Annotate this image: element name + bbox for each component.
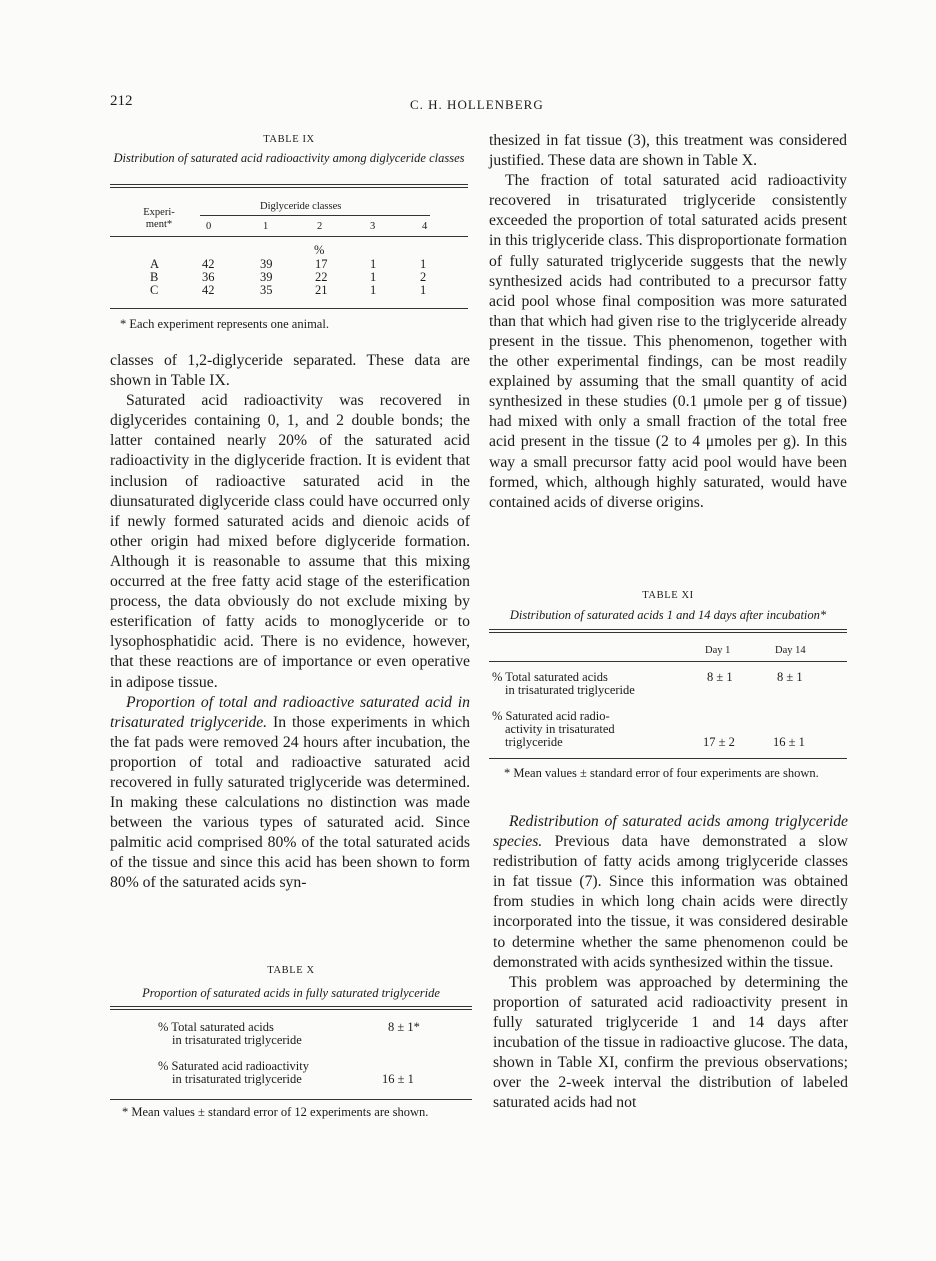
table-10-title: Proportion of saturated acids in fully saturated triglyceride <box>142 986 440 1000</box>
table-9-row-c-exp: C <box>150 283 159 297</box>
table-9-row-a-exp: A <box>150 257 160 271</box>
section-heading: Redistribution of saturated acids among triglyceride species. <box>493 813 848 851</box>
table-10-footnote: * Mean values ± standard error of 12 experiments are shown. <box>122 1105 429 1119</box>
table-11-row-2-day14: 16 ± 1 <box>773 735 805 749</box>
table-9-col-4: 4 <box>422 221 428 232</box>
table-10 <box>110 962 472 1142</box>
paragraph: classes of 1,2-diglyceride separated. These data are shown in Table IX. <box>110 352 470 390</box>
table-9-footnote: * Each experiment represents one animal. <box>120 317 329 331</box>
table-9-top-rule <box>110 184 468 188</box>
right-column-text-top <box>489 131 847 513</box>
table-11-row-1-day14: 8 ± 1 <box>777 670 803 684</box>
table-9-group-rule <box>200 215 430 216</box>
paragraph-body: In those experiments in which the fat pads were removed 24 hours after incubation, the proportion of total and radioactive saturated acid recovered in fully saturated triglyceride was determined. In making these calculations no distinction was made between the various types of saturated acid. Since palmitic acid comprised 80% of the total saturated acids of the tissue and since this acid has been shown to form 80% of the saturated acids syn- <box>110 713 470 892</box>
table-11-row-1-line: % Total saturated acids <box>492 670 608 684</box>
table-11-row-1-line: in trisaturated triglyceride <box>505 683 635 697</box>
table-9-cell: 1 <box>370 283 377 297</box>
table-9-unit: % <box>314 243 325 257</box>
table-9-cell: 35 <box>260 283 273 297</box>
table-11-top-rule <box>489 629 847 633</box>
table-10-bottom-rule <box>110 1099 472 1100</box>
table-11 <box>489 586 847 801</box>
paragraph <box>110 693 470 894</box>
table-9-label: TABLE IX <box>263 134 315 145</box>
table-9-col-3: 3 <box>370 221 376 232</box>
table-9-cell: 39 <box>260 257 273 271</box>
paragraph <box>493 812 848 973</box>
table-9-cell: 2 <box>420 270 427 284</box>
table-10-row-1-line-1: % Total saturated acids <box>158 1020 274 1034</box>
table-11-label: TABLE XI <box>642 590 694 601</box>
table-11-col-day1: Day 1 <box>705 645 731 656</box>
table-11-title: Distribution of saturated acids 1 and 14 days after incubation* <box>509 608 827 622</box>
table-11-col-day14: Day 14 <box>775 645 806 656</box>
paragraph: The fraction of total saturated acid radioactivity recovered in trisaturated triglyceride consistently exceeded the proportion of total saturated acids present in this triglyceride class. This disproportionate formation of fully saturated triglyceride suggests that the newly synthesized acids had contributed to a precursor fatty acid pool whose final composition was more saturated than that which had given rise to the triglyceride already present in the tissue. This phenomenon, together with the other experimental findings, can be most readily explained by assuming that the small quantity of acid synthesized in these studies (0.1 μmole per g of tissue) had mixed with only a small fraction of the total free acid present in the tissue (2 to 4 μmoles per g). In this way a small precursor fatty acid pool would have been formed, which, although highly saturated, would have contained acids of diverse origins. <box>489 172 847 511</box>
table-9-cell: 17 <box>315 257 328 271</box>
table-11-row-1-day1: 8 ± 1 <box>707 670 733 684</box>
table-11-row-2-line: activity in trisaturated <box>505 722 615 736</box>
running-head: C. H. HOLLENBERG <box>410 97 544 112</box>
table-9-header-rule <box>110 236 468 237</box>
paragraph: Saturated acid radioactivity was recovered in diglycerides containing 0, 1, and 2 double bonds; the latter contained nearly 20% of the saturated acid radioactivity in the diglyceride fraction. It is evident that inclusion of radioactive saturated acid in the diunsaturated diglyceride class could have occurred only if newly formed saturated acids and dienoic acids of other origin had mixed before diglyceride formation. Although it is reasonable to assume that this mixing occurred at the free fatty acid stage of the esterification process, the data obviously do not exclude mixing by esterification of fatty acids to monoglyceride or to lysophosphatidic acid. There is no evidence, however, that these reactions are of importance or even operative in adipose tissue. <box>110 392 470 691</box>
table-11-row-2-day1: 17 ± 2 <box>703 735 735 749</box>
table-9-cell: 1 <box>420 283 427 297</box>
table-9-cell: 36 <box>202 270 215 284</box>
table-9-cell: 1 <box>420 257 427 271</box>
table-9-col-2: 2 <box>317 221 323 232</box>
table-9-cell: 1 <box>370 270 377 284</box>
table-10-row-1-value: 8 ± 1* <box>388 1020 420 1034</box>
table-9-cell: 42 <box>202 283 215 297</box>
table-11-footnote: * Mean values ± standard error of four experiments are shown. <box>504 766 819 780</box>
table-9-cell: 1 <box>370 257 377 271</box>
table-10-row-2-line-2: in trisaturated triglyceride <box>172 1072 302 1086</box>
table-11-row-2-line: % Saturated acid radio- <box>492 709 610 723</box>
table-9-col-0: 0 <box>206 221 212 232</box>
table-10-row-2-line-1: % Saturated acid radioactivity <box>158 1059 309 1073</box>
right-column-text-bottom <box>493 812 848 1113</box>
table-9-title: Distribution of saturated acid radioactivity among diglyceride classes <box>113 151 465 165</box>
page-number: 212 <box>110 93 133 109</box>
paragraph: thesized in fat tissue (3), this treatment was considered justified. These data are shown in Table X. <box>489 132 847 170</box>
table-9-cell: 21 <box>315 283 328 297</box>
table-9-cell: 42 <box>202 257 215 271</box>
paragraph: This problem was approached by determining the proportion of saturated acid radioactivity present in fully saturated triglyceride 1 and 14 days after incubation of the tissue in radioactive glucose. The data, shown in Table XI, confirm the previous observations; over the 2-week interval the distribution of labeled saturated acids had not <box>493 973 848 1112</box>
table-9-cell: 39 <box>260 270 273 284</box>
table-10-label: TABLE X <box>267 965 315 976</box>
table-9 <box>110 131 468 336</box>
table-11-row-2-line: triglyceride <box>505 735 563 749</box>
table-9-cell: 22 <box>315 270 328 284</box>
table-10-top-rule <box>110 1006 472 1010</box>
table-10-row-2-value: 16 ± 1 <box>382 1072 414 1086</box>
table-9-bottom-rule <box>110 308 468 309</box>
table-9-col-1: 1 <box>263 221 269 232</box>
section-heading: Proportion of total and radioactive saturated acid in trisaturated triglyceride. <box>110 693 470 731</box>
table-11-header-rule <box>489 661 847 662</box>
table-9-row-b-exp: B <box>150 270 159 284</box>
table-11-bottom-rule <box>489 758 847 759</box>
table-9-exp-header: Experi- ment* <box>143 207 175 230</box>
left-column-text <box>110 351 470 894</box>
paragraph-body: Previous data have demonstrated a slow redistribution of fatty acids among triglyceride classes in fat tissue (7). Since this information was obtained from studies in which long chain acids were directly incorporated into the tissue, it was considered desirable to determine whether the same phenomenon could be demonstrated with acids synthesized within the tissue. <box>493 833 848 971</box>
table-9-group-header: Diglyceride classes <box>260 201 342 212</box>
table-10-row-1-line-2: in trisaturated triglyceride <box>172 1033 302 1047</box>
